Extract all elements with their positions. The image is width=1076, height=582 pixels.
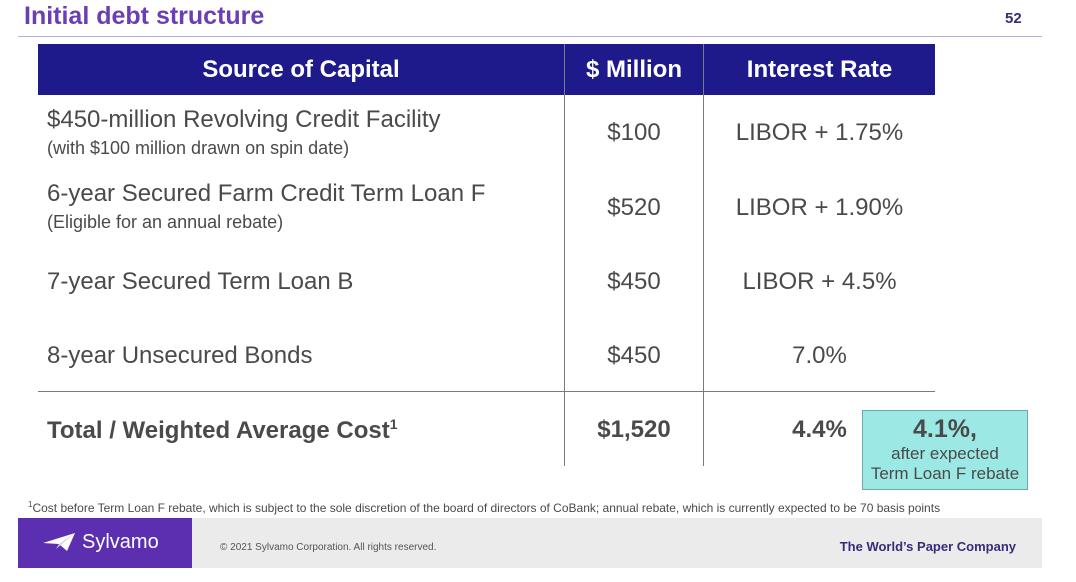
column-header-rate: Interest Rate — [746, 56, 893, 83]
rebate-line-1: after expected — [891, 444, 999, 463]
column-header-million: $ Million — [586, 56, 682, 83]
row-amount: $450 — [607, 342, 661, 369]
logo-text: Sylvamo — [82, 531, 159, 553]
footnote — [28, 500, 940, 515]
total-row — [38, 416, 935, 450]
total-rate: 4.4% — [792, 416, 847, 443]
rebate-callout — [862, 410, 1028, 490]
row-amount: $520 — [607, 194, 661, 221]
row-amount: $450 — [607, 268, 661, 295]
row-note: (with $100 million drawn on spin date) — [47, 138, 350, 158]
table-row — [38, 180, 935, 242]
company-logo — [18, 518, 192, 568]
row-rate: LIBOR + 1.75% — [735, 119, 904, 146]
total-divider — [38, 391, 935, 392]
row-amount: $100 — [607, 119, 661, 146]
page-number: 52 — [1005, 10, 1022, 27]
title-divider — [18, 36, 1042, 37]
row-rate: LIBOR + 4.5% — [742, 268, 897, 295]
footnote-marker: 1 — [389, 416, 398, 432]
row-note: (Eligible for an annual rebate) — [47, 212, 284, 232]
column-header-source: Source of Capital — [202, 56, 400, 83]
row-source: 8-year Unsecured Bonds — [47, 342, 313, 369]
footnote-text: Cost before Term Loan F rebate, which is subject to the sole discretion of the board of directors of CoBank; annual rebate, which is currently expected to be 70 basis points — [32, 501, 941, 515]
rebate-line-2: Term Loan F rebate — [870, 464, 1020, 483]
tagline: The World’s Paper Company — [839, 539, 1016, 554]
table-row — [38, 268, 935, 302]
footnote-marker: 1 — [28, 500, 33, 509]
copyright: © 2021 Sylvamo Corporation. All rights reserved. — [220, 542, 437, 553]
total-label — [47, 416, 398, 445]
row-source: 7-year Secured Term Loan B — [47, 268, 354, 295]
table-row — [38, 342, 935, 376]
table-row — [38, 106, 935, 168]
row-rate: LIBOR + 1.90% — [735, 194, 904, 221]
row-source: 6-year Secured Farm Credit Term Loan F — [47, 180, 486, 207]
page-title: Initial debt structure — [24, 2, 265, 30]
row-rate: 7.0% — [792, 342, 847, 369]
paper-plane-icon — [42, 532, 76, 552]
table-header — [38, 44, 935, 95]
rebate-rate: 4.1%, — [913, 415, 977, 443]
footer-bar — [18, 518, 1042, 568]
row-source: $450-million Revolving Credit Facility — [47, 106, 441, 133]
total-amount: $1,520 — [597, 416, 671, 443]
total-label-text: Total / Weighted Average Cost — [47, 417, 390, 444]
